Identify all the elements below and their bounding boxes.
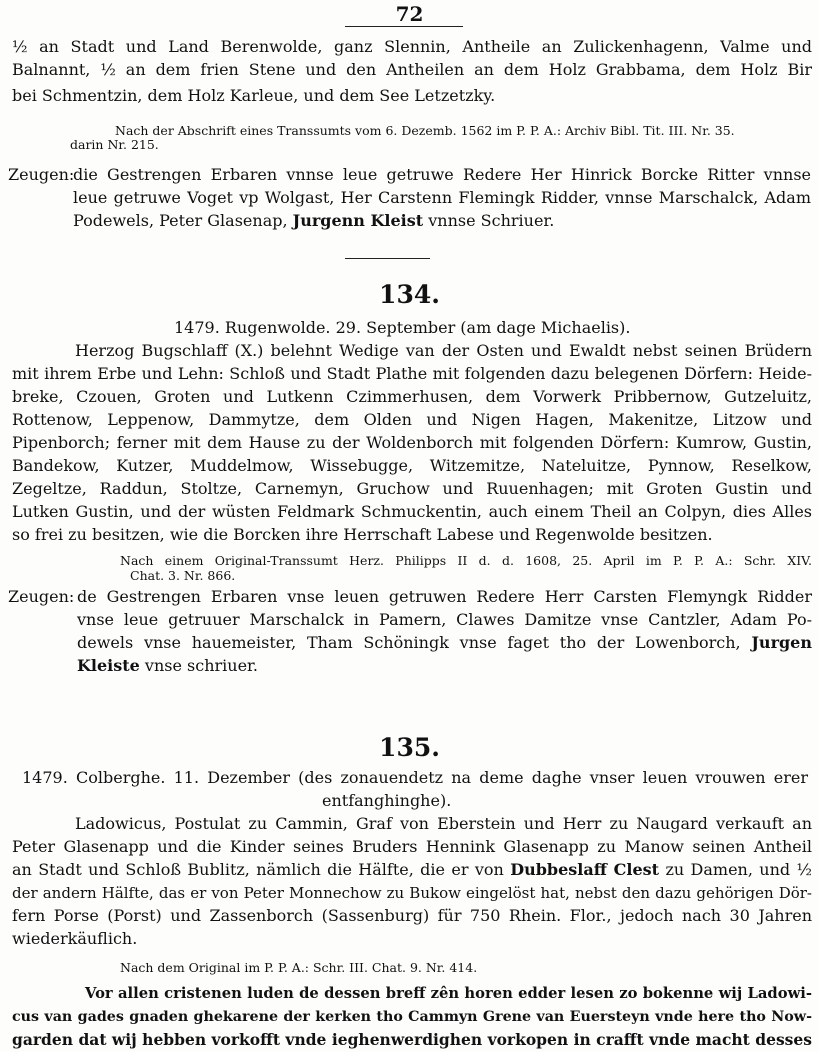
body-text: an Stadt und Schloß Bublitz, nämlich die Hälfte, die er von xyxy=(12,860,511,879)
top-text-line-1: ½ an Stadt und Land Berenwolde, ganz Slennin, Antheile an Zulickenhagenn, Valme und xyxy=(12,37,812,56)
top-witness-line-1: die Gestrengen Erbaren vnnse leue getruwe Redere Her Hinrick Borcke Ritter vnnse xyxy=(73,165,811,184)
doc135-body-line-5: fern Porse (Porst) und Zassenborch (Sassenburg) für 750 Rhein. Flor., jedoch nach 30 Jahren xyxy=(12,906,812,925)
doc134-body-line-7: Zegeltze, Raddun, Stoltze, Carnemyn, Gruchow und Ruuenhagen; mit Groten Gustin und xyxy=(12,479,812,498)
witness-text: Podewels, Peter Glasenap, xyxy=(73,211,293,230)
doc134-body-line-4: Rottenow, Leppenow, Dammytze, dem Olden und Nigen Hagen, Makenitze, Litzow und xyxy=(12,410,812,429)
doc134-body-line-1: Herzog Bugschlaff (X.) belehnt Wedige van der Osten und Ewaldt nebst seinen Brüdern xyxy=(75,341,812,360)
witness-name-bold: Jurgen xyxy=(751,633,812,652)
body-text-end: zu Damen, und ½ xyxy=(659,860,813,879)
witness-name-bold: Kleiste xyxy=(77,656,140,675)
witness-text-end: vnnse Schriuer. xyxy=(423,211,555,230)
top-text-line-2: Balnannt, ½ an dem frien Stene und den Antheilen an dem Holz Grabbama, dem Holz Bir xyxy=(12,60,812,79)
doc134-witness-line-3 xyxy=(77,632,812,654)
top-source-line-2: darin Nr. 215. xyxy=(70,137,159,152)
person-name-bold: Dubbeslaff Clest xyxy=(510,860,660,879)
doc134-source-line-2: Chat. 3. Nr. 866. xyxy=(130,568,236,583)
doc135-text-line-3: garden dat wij hebben vorkofft vnde ieghenwerdighen vorkopen in crafft vnde macht desses xyxy=(12,1030,812,1049)
top-witness-line-3 xyxy=(73,210,554,232)
doc135-text-line-2: cus van gades gnaden ghekarene der kerken tho Cammyn Grene van Euersteyn vnde here tho Now- xyxy=(12,1009,812,1025)
doc135-header-line-1: 1479. Colberghe. 11. Dezember (des zonauendetz na deme daghe vnser leuen vrouwen erer xyxy=(22,768,808,787)
doc134-witness-label: Zeugen: xyxy=(8,587,75,606)
top-source-line-1: Nach der Abschrift eines Transsumts vom 6. Dezemb. 1562 im P. P. A.: Archiv Bibl. Tit. III. Nr. 35. xyxy=(115,123,735,138)
doc135-body-line-1: Ladowicus, Postulat zu Cammin, Graf von Eberstein und Herr zu Naugard verkauft an xyxy=(75,814,812,833)
doc134-body-line-8: Lutken Gustin, und der wüsten Feldmark Schmuckentin, auch einem Theil an Colpyn, dies Alles xyxy=(12,502,812,521)
page-number: 72 xyxy=(395,2,424,26)
doc135-text-line-1: Vor allen cristenen luden de dessen breff zên horen edder lesen zo bokenne wij Ladowi- xyxy=(85,985,812,1002)
doc135-source-line: Nach dem Original im P. P. A.: Schr. III. Chat. 9. Nr. 414. xyxy=(120,960,478,975)
section-divider xyxy=(345,258,430,259)
doc134-body-line-3: breke, Czouen, Groten und Lutkenn Czimmerhusen, dem Vorwerk Pribbernow, Gutzeluitz, xyxy=(12,387,812,406)
doc135-body-line-6: wiederkäuflich. xyxy=(12,929,138,948)
top-text-line-3: bei Schmentzin, dem Holz Karleue, und dem See Letzetzky. xyxy=(12,86,496,105)
witness-name-bold: Jurgenn Kleist xyxy=(292,211,424,230)
doc134-body-line-9: so frei zu besitzen, wie die Borcken ihre Herrschaft Labese und Regenwolde besitzen. xyxy=(12,525,713,544)
header-rule xyxy=(345,26,463,27)
doc134-body-line-5: Pipenborch; ferner mit dem Hause zu der Woldenborch mit folgenden Dörfern: Kumrow, Gustin, xyxy=(12,433,812,452)
doc134-body-line-6: Bandekow, Kutzer, Muddelmow, Wissebugge, Witzemitze, Nateluitze, Pynnow, Reselkow, xyxy=(12,456,812,475)
witness-text-end: vnse schriuer. xyxy=(139,656,259,675)
doc135-body-line-2: Peter Glasenapp und die Kinder seines Bruders Hennink Glasenapp zu Manow seinen Antheil xyxy=(12,837,812,856)
doc134-source-line-1: Nach einem Original-Transsumt Herz. Philipps II d. d. 1608, 25. April im P. P. A.: Schr. XIV. xyxy=(120,553,812,568)
doc135-body-line-3 xyxy=(12,859,812,881)
top-witness-label: Zeugen: xyxy=(8,165,75,184)
document-number-134: 134. xyxy=(379,280,440,309)
witness-text: dewels vnse hauemeister, Tham Schöningk vnse faget tho der Lowenborch, xyxy=(77,633,752,652)
doc134-witness-line-2: vnse leue getruuer Marschalck in Pamern, Clawes Damitze vnse Cantzler, Adam Po- xyxy=(77,610,812,629)
doc135-body-line-4: der andern Hälfte, das er von Peter Monnechow zu Bukow eingelöst hat, nebst den dazu gehörigen Dör- xyxy=(12,884,812,902)
doc134-body-line-2: mit ihrem Erbe und Lehn: Schloß und Stadt Plathe mit folgenden dazu belegenen Dörfern: Heide- xyxy=(12,364,812,383)
top-witness-line-2: leue getruwe Voget vp Wolgast, Her Carstenn Flemingk Ridder, vnnse Marschalck, Adam xyxy=(73,188,811,207)
doc134-witness-line-4 xyxy=(77,655,258,677)
doc134-header: 1479. Rugenwolde. 29. September (am dage Michaelis). xyxy=(174,318,631,337)
doc134-witness-line-1: de Gestrengen Erbaren vnse leuen getruwen Redere Herr Carsten Flemyngk Ridder xyxy=(77,587,812,606)
document-number-135: 135. xyxy=(379,733,440,762)
doc135-header-line-2: entfanghinghe). xyxy=(322,791,452,810)
